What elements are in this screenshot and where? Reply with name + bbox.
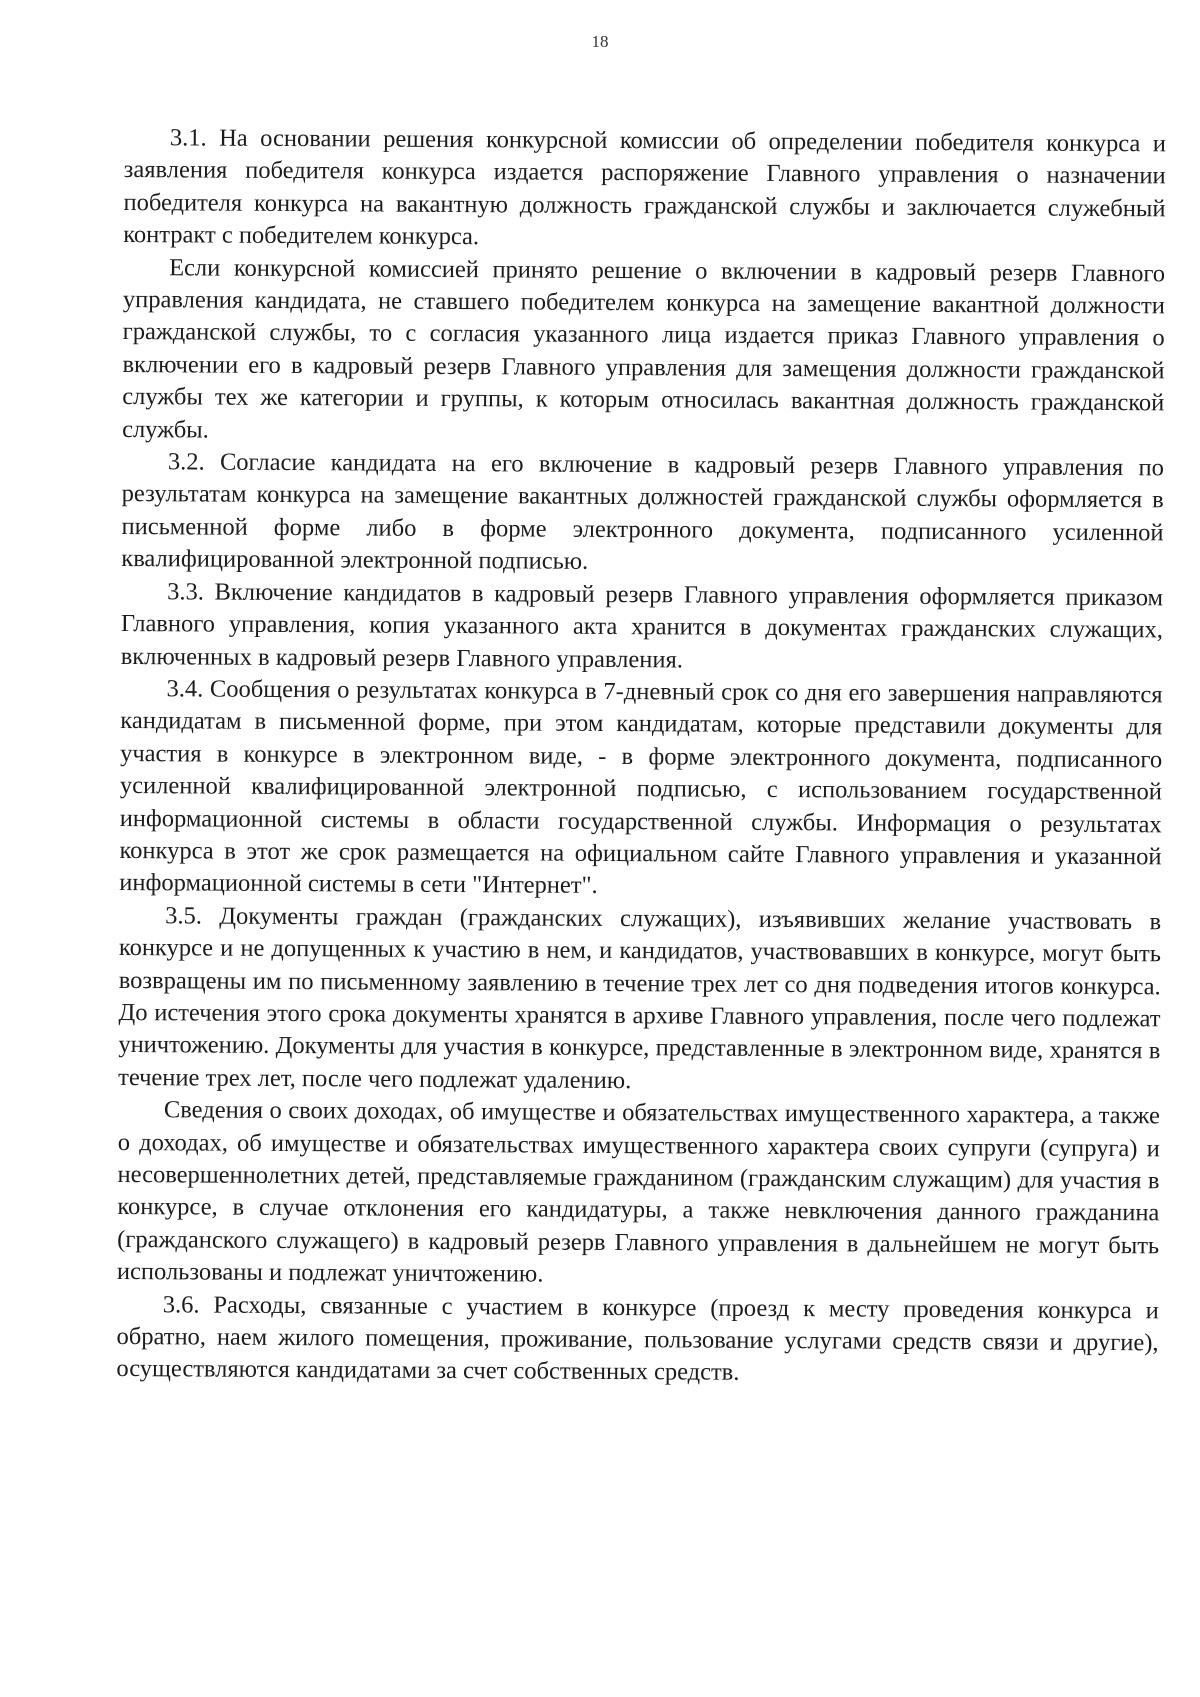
paragraph-3-6: 3.6. Расходы, связанные с участием в конкурсе (проезд к месту проведения конкурса и обратно, наем жилого помещения, проживание, пользование услугами средств связи и другие), осуществляются кандидатами за счет собственных средств. bbox=[116, 1290, 1159, 1387]
paragraph-3-4: 3.4. Сообщения о результатах конкурса в 7-дневный срок со дня его завершения направляются кандидатам в письменной форме, при этом кандидатам, которые представили документы для участия в конкурсе в электронном виде, - в форме электронного документа, подписанного усиленной квалифицированной электронной подписью, с использованием государственной информационной системы в области государственной службы. Информация о результатах конкурса в этот же срок размещается на официальном сайте Главного управления и указанной информационной системы в сети "Интернет". bbox=[119, 675, 1163, 900]
document-body bbox=[116, 122, 1166, 1392]
paragraph-3-5-income: Сведения о своих доходах, об имуществе и обязательствах имущественного характера, а также о доходах, об имуществе и обязательствах имущественного характера своих супруги (супруга) и несовершеннолетних детей, представляемые гражданином (гражданским служащим) для участия в конкурсе, в случае отклонения его кандидатуры, а также невключения данного гражданина (гражданского служащего) в кадровый резерв Главного управления в дальнейшем не могут быть использованы и подлежат уничтожению. bbox=[116, 1096, 1161, 1288]
paragraph-3-5: 3.5. Документы граждан (гражданских служащих), изъявивших желание участвовать в конкурсе и не допущенных к участию в нем, и кандидатов, участвовавших в конкурсе, могут быть возвращены им по письменному заявлению в течение трех лет со дня подведения итогов конкурса. До истечения этого срока документы хранятся в архиве Главного управления, после чего подлежат уничтожению. Документы для участия в конкурсе, представленные в электронном виде, хранятся в течение трех лет, после чего подлежат удалению. bbox=[118, 902, 1162, 1094]
paragraph-3-1-reserve: Если конкурсной комиссией принято решение о включении в кадровый резерв Главного управления кандидата, не ставшего победителем конкурса на замещение вакантной должности гражданской службы, то с согласия указанного лица издается приказ Главного управления о включении его в кадровый резерв Главного управления для замещения должности гражданской службы тех же категории и группы, к которым относилась вакантная должность гражданской службы. bbox=[122, 253, 1166, 444]
paragraph-3-1: 3.1. На основании решения конкурсной комиссии об определении победителя конкурса и заявления победителя конкурса издается распоряжение Главного управления о назначении победителя конкурса на вакантную должность гражданской службы и заключается служебный контракт с победителем конкурса. bbox=[123, 124, 1166, 251]
paragraph-3-3: 3.3. Включение кандидатов в кадровый резерв Главного управления оформляется приказом Главного управления, копия указанного акта хранится в документах гражданских служащих, включенных в кадровый резерв Главного управления. bbox=[120, 577, 1164, 673]
page-number: 18 bbox=[591, 32, 609, 51]
paragraph-3-2: 3.2. Согласие кандидата на его включение в кадровый резерв Главного управления по результатам конкурса на замещение вакантных должностей гражданской службы оформляется в письменной форме либо в форме электронного документа, подписанного усиленной квалифицированной электронной подписью. bbox=[121, 448, 1164, 576]
